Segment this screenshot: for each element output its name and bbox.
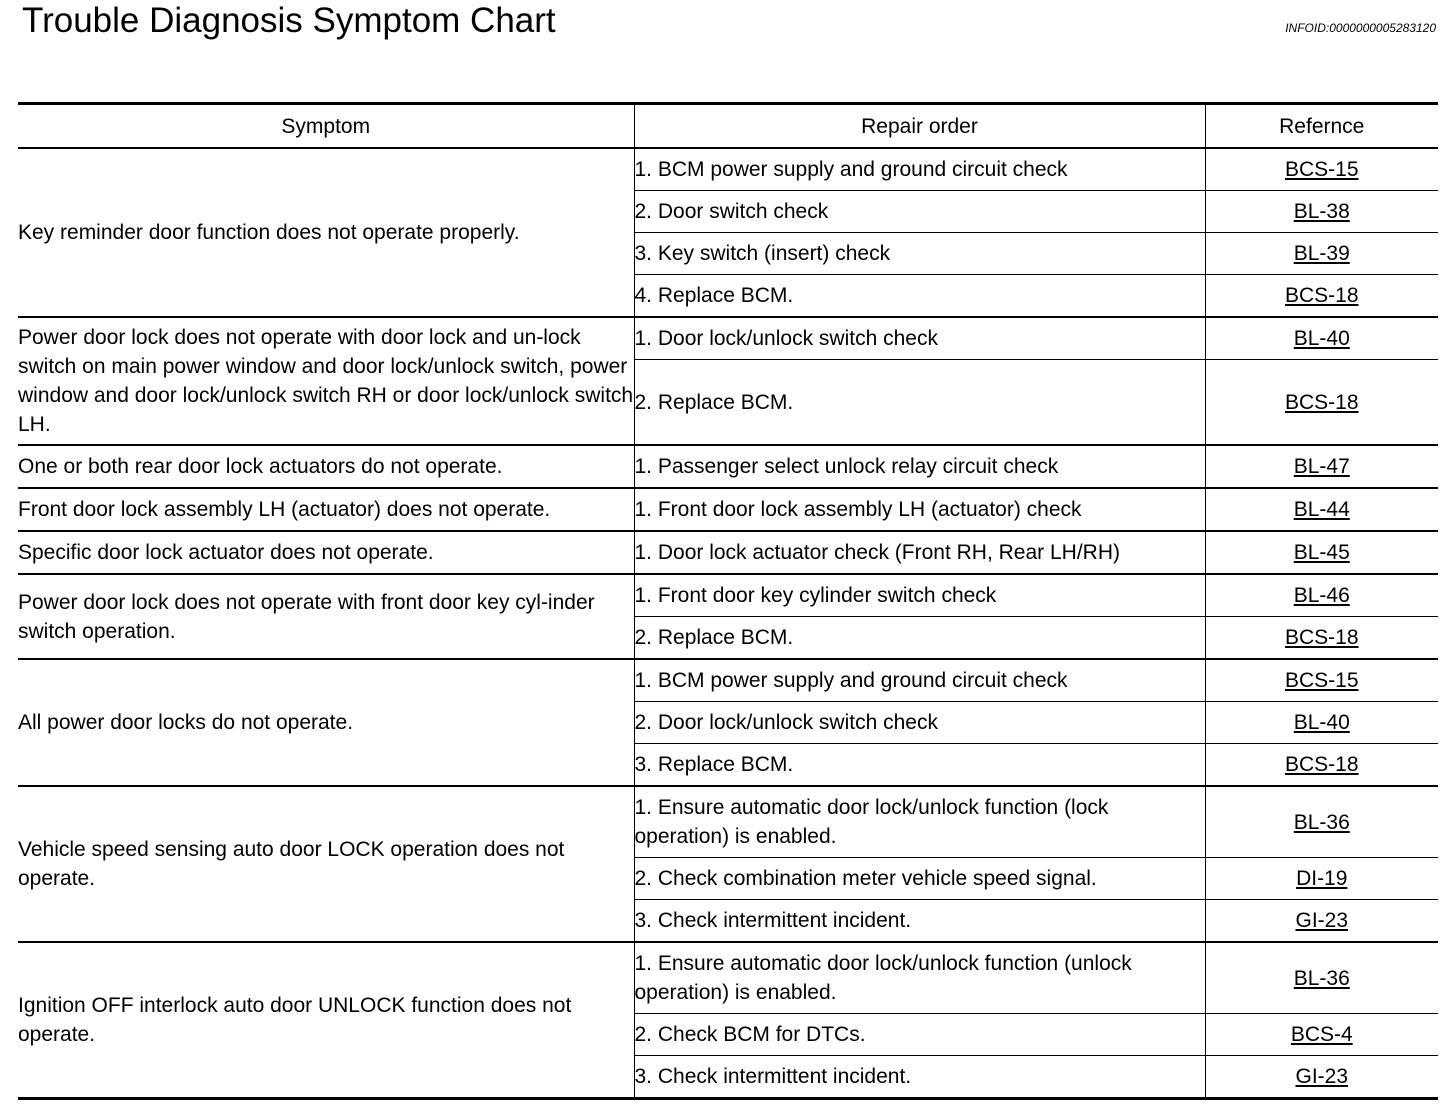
reference-link[interactable]: BCS-15 [1284,158,1359,181]
page-title: Trouble Diagnosis Symptom Chart [22,1,556,40]
repair-step: 3. Check intermittent incident. [634,1056,1205,1099]
reference-link[interactable]: BL-40 [1293,327,1350,350]
reference-link[interactable]: GI-23 [1295,909,1349,932]
symptom-cell: Specific door lock actuator does not operate. [18,531,634,574]
reference-link[interactable]: BL-38 [1293,200,1350,223]
symptom-cell: Key reminder door function does not operate properly. [18,148,634,317]
reference-cell [1205,275,1438,318]
table-row [18,659,1438,702]
reference-cell [1205,360,1438,446]
repair-step: 1. Front door key cylinder switch check [634,574,1205,617]
reference-cell [1205,744,1438,787]
table-row [18,445,1438,488]
repair-step: 2. Replace BCM. [634,360,1205,446]
reference-cell [1205,531,1438,574]
reference-cell [1205,1056,1438,1099]
reference-link[interactable]: BL-47 [1293,455,1350,478]
reference-link[interactable]: BL-44 [1293,498,1350,521]
reference-link[interactable]: BL-36 [1293,810,1350,834]
repair-step: 1. BCM power supply and ground circuit check [634,148,1205,191]
repair-step: 2. Check combination meter vehicle speed signal. [634,858,1205,900]
repair-step: 2. Door lock/unlock switch check [634,702,1205,744]
reference-cell [1205,148,1438,191]
repair-step: 2. Replace BCM. [634,617,1205,660]
reference-link[interactable]: BL-36 [1293,966,1350,990]
repair-step: 2. Check BCM for DTCs. [634,1014,1205,1056]
reference-cell [1205,786,1438,858]
reference-cell [1205,488,1438,531]
info-id: INFOID:0000000005283120 [1285,21,1436,35]
reference-cell [1205,574,1438,617]
reference-link[interactable]: BCS-15 [1284,669,1359,692]
reference-cell [1205,617,1438,660]
reference-link[interactable]: BL-45 [1293,541,1350,564]
symptom-cell: Front door lock assembly LH (actuator) does not operate. [18,488,634,531]
symptom-cell: Ignition OFF interlock auto door UNLOCK function does not operate. [18,942,634,1099]
reference-cell [1205,445,1438,488]
reference-cell [1205,1014,1438,1056]
reference-cell [1205,233,1438,275]
reference-cell [1205,942,1438,1014]
column-header-repair-order: Repair order [634,104,1205,149]
table-row [18,574,1438,617]
table-row [18,942,1438,1014]
table-row [18,786,1438,858]
reference-cell [1205,702,1438,744]
reference-link[interactable]: DI-19 [1296,867,1348,890]
reference-link[interactable]: BCS-18 [1284,753,1359,776]
repair-step: 3. Replace BCM. [634,744,1205,787]
repair-step: 1. Ensure automatic door lock/unlock function (unlock operation) is enabled. [634,942,1205,1014]
table-row [18,488,1438,531]
repair-step: 1. Front door lock assembly LH (actuator) check [634,488,1205,531]
symptom-chart-table [18,102,1438,1100]
reference-cell [1205,858,1438,900]
column-header-symptom: Symptom [18,104,634,149]
reference-cell [1205,659,1438,702]
symptom-cell: Vehicle speed sensing auto door LOCK operation does not operate. [18,786,634,942]
reference-link[interactable]: BCS-18 [1284,626,1359,649]
symptom-cell: One or both rear door lock actuators do not operate. [18,445,634,488]
reference-cell [1205,900,1438,943]
reference-link[interactable]: BL-40 [1293,711,1350,734]
table-row [18,317,1438,360]
reference-link[interactable]: BCS-18 [1284,284,1359,307]
repair-step: 3. Key switch (insert) check [634,233,1205,275]
reference-cell [1205,317,1438,360]
symptom-cell: Power door lock does not operate with front door key cyl-inder switch operation. [18,574,634,659]
table-header-row [18,104,1438,149]
table-row [18,148,1438,191]
reference-link[interactable]: BL-39 [1293,242,1350,265]
repair-step: 1. Door lock actuator check (Front RH, Rear LH/RH) [634,531,1205,574]
table-row [18,531,1438,574]
repair-step: 2. Door switch check [634,191,1205,233]
reference-link[interactable]: GI-23 [1295,1065,1349,1088]
repair-step: 3. Check intermittent incident. [634,900,1205,943]
symptom-cell: Power door lock does not operate with door lock and un-lock switch on main power window and door lock/unlock switch, power window and door lock/unlock switch RH or door lock/unlock switch LH. [18,317,634,445]
repair-step: 4. Replace BCM. [634,275,1205,318]
repair-step: 1. Passenger select unlock relay circuit check [634,445,1205,488]
repair-step: 1. Door lock/unlock switch check [634,317,1205,360]
column-header-reference: Refernce [1205,104,1438,149]
repair-step: 1. Ensure automatic door lock/unlock function (lock operation) is enabled. [634,786,1205,858]
repair-step: 1. BCM power supply and ground circuit check [634,659,1205,702]
reference-link[interactable]: BL-46 [1293,584,1350,607]
reference-cell [1205,191,1438,233]
symptom-cell: All power door locks do not operate. [18,659,634,786]
reference-link[interactable]: BCS-4 [1290,1023,1353,1046]
reference-link[interactable]: BCS-18 [1284,390,1359,414]
